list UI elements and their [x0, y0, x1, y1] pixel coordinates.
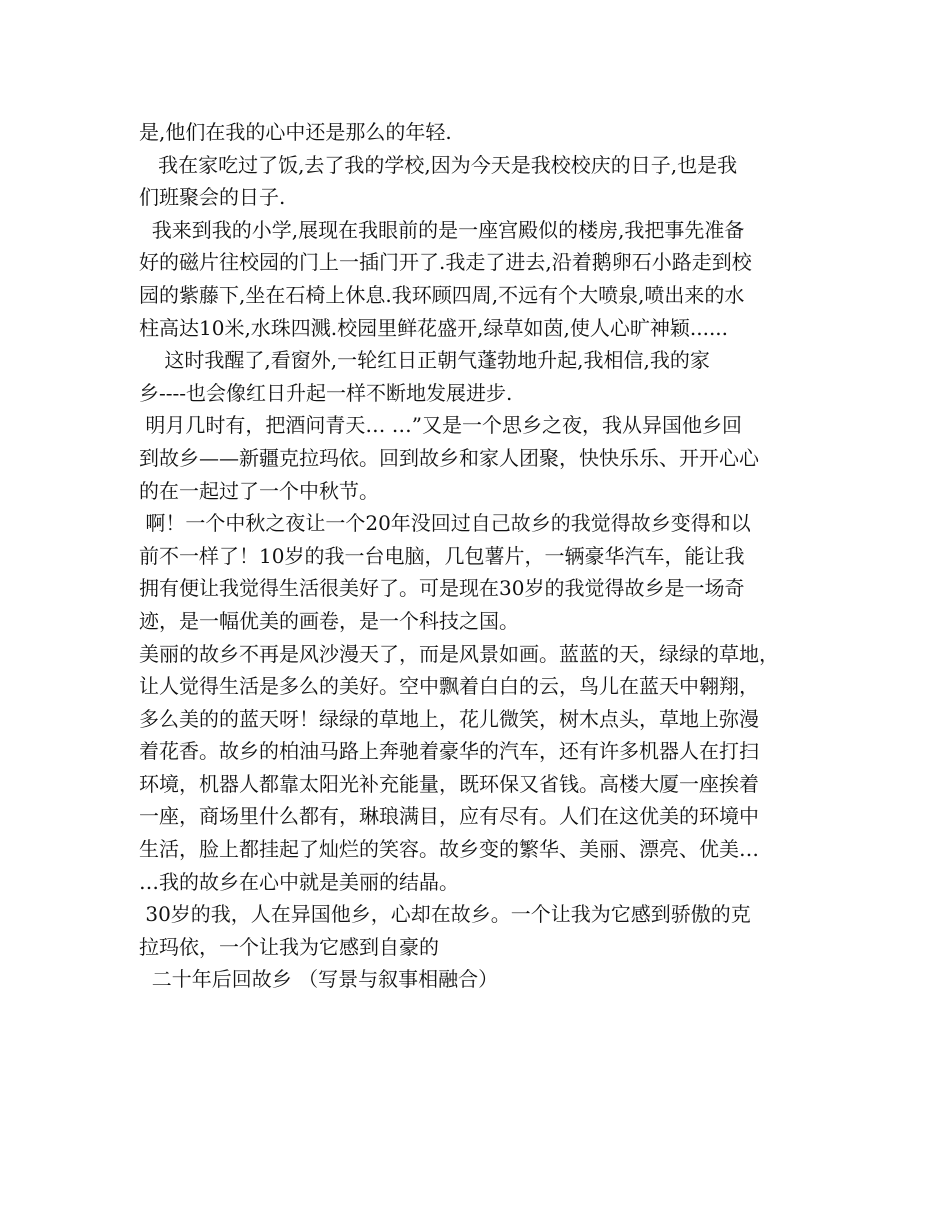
text-line: 到故乡——新疆克拉玛依。回到故乡和家人团聚，快快乐乐、开开心心 [139, 445, 759, 470]
text-line: 环境，机器人都靠太阳光补充能量，既环保又省钱。高楼大厦一座挨着 [139, 771, 759, 796]
text-line: 这时我醒了,看窗外,一轮红日正朝气蓬勃地升起,我相信,我的家 [139, 348, 710, 373]
text-line: 的在一起过了一个中秋节。 [139, 478, 379, 503]
text-line: 美丽的故乡不再是风沙漫天了，而是风景如画。蓝蓝的天，绿绿的草地， [139, 641, 779, 666]
text-line: 迹，是一幅优美的画卷，是一个科技之国。 [139, 608, 519, 633]
text-line: 拥有便让我觉得生活很美好了。可是现在30岁的我觉得故乡是一场奇 [139, 576, 745, 601]
text-line: 30岁的我，人在异国他乡，心却在故乡。一个让我为它感到骄傲的克 [139, 902, 751, 927]
text-line: 柱高达10米,水珠四溅.校园里鲜花盛开,绿草如茵,使人心旷神颖...... [139, 315, 729, 340]
text-line: 好的磁片往校园的门上一插门开了.我走了进去,沿着鹅卵石小路走到校 [139, 250, 752, 275]
text-line: 拉玛依，一个让我为它感到自豪的 [139, 934, 439, 959]
text-line: 多么美的的蓝天呀！绿绿的草地上，花儿微笑，树木点头，草地上弥漫 [139, 706, 759, 731]
text-line: 前不一样了！10岁的我一台电脑，几包薯片，一辆豪华汽车，能让我 [139, 543, 745, 568]
text-line: 乡----也会像红日升起一样不断地发展进步. [139, 380, 513, 405]
text-line: 明月几时有，把酒问青天… …”又是一个思乡之夜，我从异国他乡回 [139, 413, 742, 438]
text-line: 们班聚会的日子. [139, 185, 286, 210]
text-line: 园的紫藤下,坐在石椅上休息.我环顾四周,不远有个大喷泉,喷出来的水 [139, 282, 745, 307]
essay-title-line: 二十年后回故乡 （写景与叙事相融合） [139, 967, 499, 992]
text-line: …我的故乡在心中就是美丽的结晶。 [139, 869, 459, 894]
text-line: 是,他们在我的心中还是那么的年轻. [139, 120, 452, 144]
essay-text [139, 116, 829, 996]
text-line: 让人觉得生活是多么的美好。空中飘着白白的云，鸟儿在蓝天中翱翔， [139, 674, 759, 699]
text-line: 我来到我的小学,展现在我眼前的是一座宫殿似的楼房,我把事先准备 [139, 217, 745, 242]
text-line: 啊！一个中秋之夜让一个20年没回过自己故乡的我觉得故乡变得和以 [139, 511, 751, 536]
text-line: 生活，脸上都挂起了灿烂的笑容。故乡变的繁华、美丽、漂亮、优美… [139, 837, 759, 862]
text-line: 一座，商场里什么都有，琳琅满目，应有尽有。人们在这优美的环境中 [139, 804, 759, 829]
text-line: 着花香。故乡的柏油马路上奔驰着豪华的汽车，还有许多机器人在打扫 [139, 739, 759, 764]
text-line: 我在家吃过了饭,去了我的学校,因为今天是我校校庆的日子,也是我 [139, 152, 738, 177]
